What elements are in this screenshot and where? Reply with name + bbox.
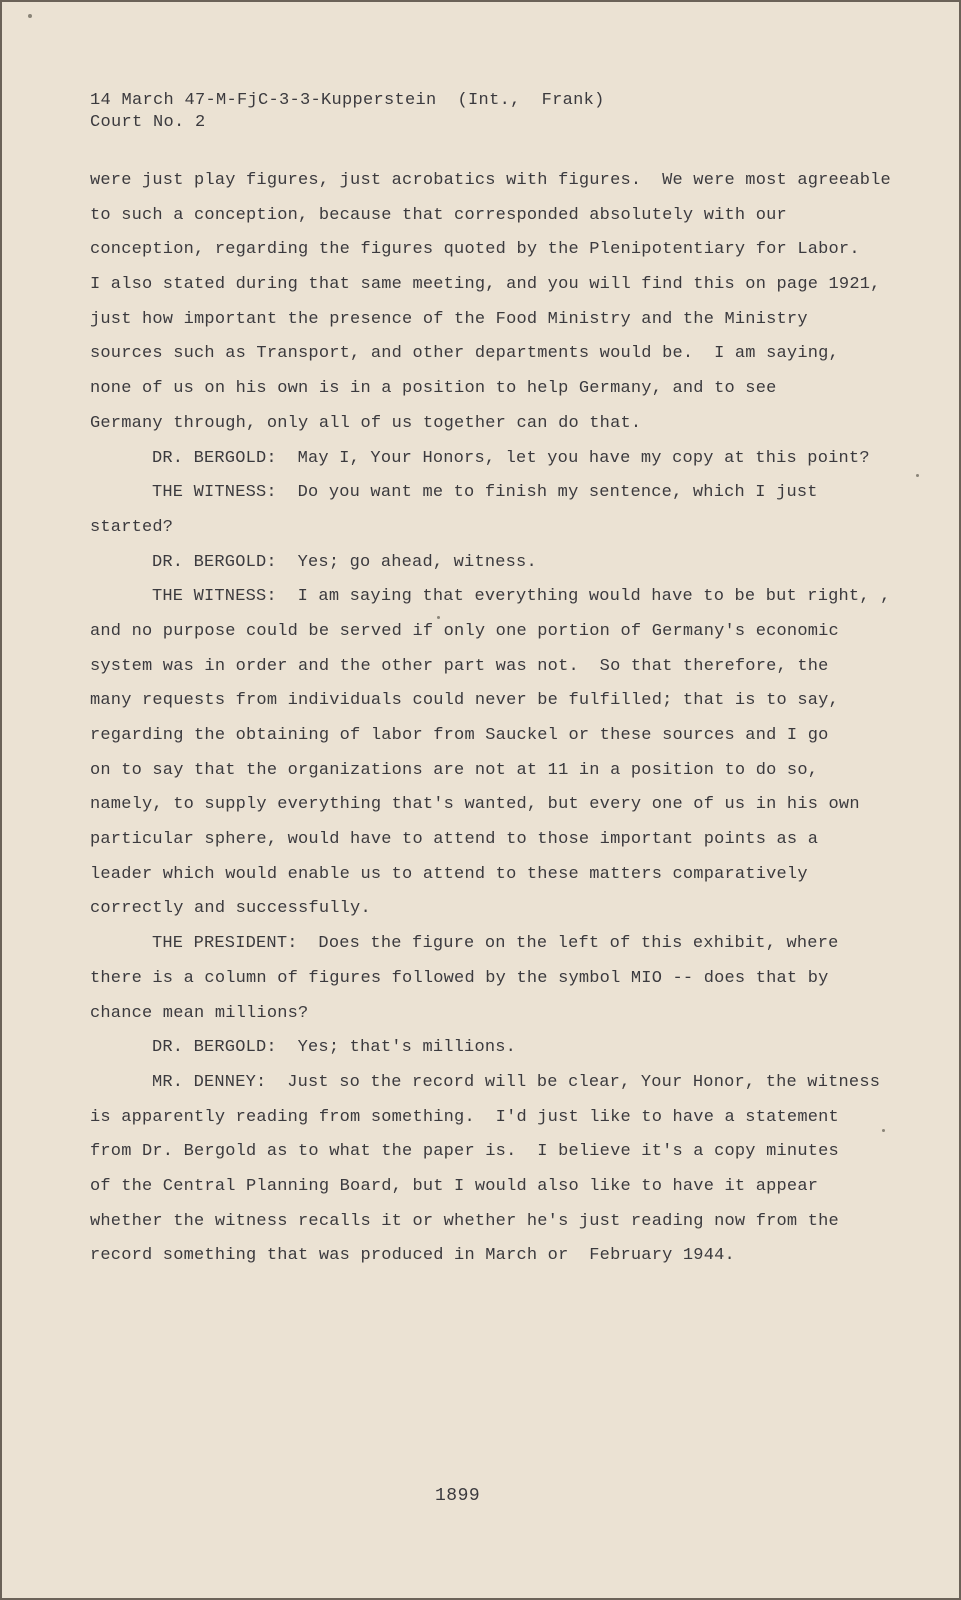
text-line: of the Central Planning Board, but I would also like to have it appear — [90, 1176, 819, 1196]
header-line-2: Court No. 2 — [90, 113, 206, 132]
text-line: is apparently reading from something. I'd just like to have a statement — [90, 1107, 839, 1127]
header-line-1: 14 March 47-M-FjC-3-3-Kupperstein (Int., Frank) — [90, 91, 605, 110]
text-line: Germany through, only all of us together can do that. — [90, 413, 642, 433]
text-line: correctly and successfully. — [90, 899, 371, 919]
speaker-line: MR. DENNEY: Just so the record will be clear, Your Honor, the witness — [152, 1072, 881, 1092]
text-line: regarding the obtaining of labor from Sauckel or these sources and I go — [90, 726, 829, 745]
text-line: were just play figures, just acrobatics with figures. We were most agreeable — [90, 171, 891, 190]
text-line: and no purpose could be served if only one portion of Germany's economic — [90, 621, 839, 641]
speaker-line: THE WITNESS: Do you want me to finish my sentence, which I just — [152, 483, 818, 503]
text-line: particular sphere, would have to attend to those important points as a — [90, 830, 819, 850]
transcript-body — [90, 164, 890, 1274]
text-line: many requests from individuals could never be fulfilled; that is to say, — [90, 691, 839, 711]
text-line: there is a column of figures followed by the symbol MIO -- does that by — [90, 968, 829, 988]
speaker-line: DR. BERGOLD: May I, Your Honors, let you have my copy at this point? — [152, 448, 870, 468]
text-line: none of us on his own is in a position to help Germany, and to see — [90, 379, 777, 399]
text-line: namely, to supply everything that's wanted, but every one of us in his own — [90, 795, 860, 815]
speaker-line: DR. BERGOLD: Yes; that's millions. — [152, 1038, 517, 1058]
paper-speck — [28, 14, 32, 18]
text-line: system was in order and the other part was not. So that therefore, the — [90, 656, 829, 676]
text-line: I also stated during that same meeting, and you will find this on page 1921, — [90, 275, 881, 295]
page-number: 1899 — [435, 1486, 481, 1506]
text-line: chance mean millions? — [90, 1003, 309, 1023]
text-line: just how important the presence of the Food Ministry and the Ministry — [90, 309, 808, 329]
text-line: started? — [90, 517, 174, 537]
text-line: on to say that the organizations are not at 11 in a position to do so, — [90, 760, 819, 780]
speaker-line: DR. BERGOLD: Yes; go ahead, witness. — [152, 552, 537, 572]
text-line: record something that was produced in March or February 1944. — [90, 1246, 735, 1266]
text-line: leader which would enable us to attend to these matters comparatively — [90, 864, 808, 884]
text-line: conception, regarding the figures quoted by the Plenipotentiary for Labor. — [90, 240, 860, 260]
text-line: whether the witness recalls it or whether he's just reading now from the — [90, 1211, 839, 1231]
paper-speck — [916, 474, 919, 477]
text-line: to such a conception, because that corresponded absolutely with our — [90, 205, 787, 225]
speaker-line: THE WITNESS: I am saying that everything would have to be but right, , — [152, 587, 891, 607]
document-header — [90, 90, 605, 134]
speaker-line: THE PRESIDENT: Does the figure on the left of this exhibit, where — [152, 934, 839, 954]
text-line: from Dr. Bergold as to what the paper is. I believe it's a copy minutes — [90, 1142, 839, 1162]
text-line: sources such as Transport, and other departments would be. I am saying, — [90, 344, 839, 364]
